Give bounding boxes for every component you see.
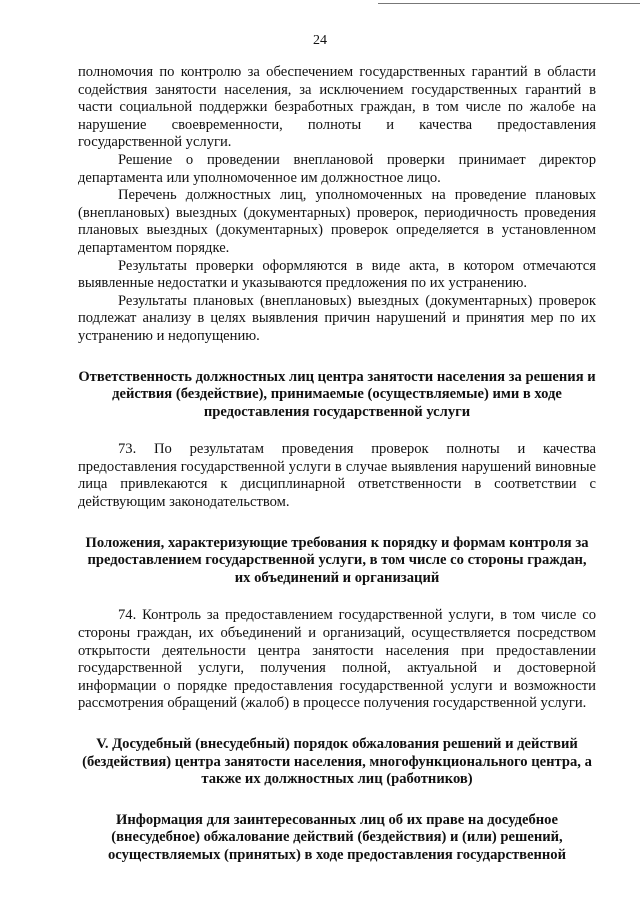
chapter-heading: V. Досудебный (внесудебный) порядок обжалования решений и действий (бездействия) центра занятости населения, многофункционального центра, а также их должностных лиц (работников) — [82, 736, 592, 788]
paragraph: Результаты плановых (внеплановых) выездных (документарных) проверок подлежат анализу в целях выявления причин нарушений и принятия мер по их устранению и недопущению. — [78, 292, 596, 344]
spacer — [78, 421, 596, 441]
spacer — [78, 587, 596, 607]
section-heading: Положения, характеризующие требования к порядку и формам контроля за предоставлением государственной услуги, в том числе со стороны граждан, их объединений и организаций — [85, 534, 589, 586]
paragraph: Решение о проведении внеплановой проверки принимает директор департамента или уполномоченное им должностное лицо. — [78, 151, 596, 186]
spacer — [78, 789, 596, 812]
paragraph: Результаты проверки оформляются в виде акта, в котором отмечаются выявленные недостатки и указываются предложения по их устранению. — [78, 257, 596, 292]
paragraph: Перечень должностных лиц, уполномоченных на проведение плановых (внеплановых) выездных (документарных) проверок, периодичность проведения плановых выездных (документарных) проверок определяется в установленном департаментом порядке. — [78, 187, 596, 256]
paragraph: 73. По результатам проведения проверок полноты и качества предоставления государственной услуги в случае выявления нарушений виновные лица привлекаются к дисциплинарной ответственности в соответствии с действующим законодательством. — [78, 441, 596, 511]
paragraph: 74. Контроль за предоставлением государственной услуги, в том числе со стороны граждан, их объединений и организаций, осуществляется посредством открытости деятельности центра занятости населения при предоставлении государственной услуги, получения полной, актуальной и достоверной информации о порядке предоставления государственной услуги и возможности рассмотрения обращений (жалоб) в процессе получения государственной услуги. — [78, 607, 596, 712]
page-number: 24 — [313, 33, 327, 48]
paragraph: полномочия по контролю за обеспечением государственных гарантий в области содействия занятости населения, за исключением государственных гарантий в части социальной поддержки безработных граждан, в том числе по жалобе на нарушение своевременности, полноты и качества предоставления государственной услуги. — [78, 64, 596, 151]
top-divider — [378, 3, 640, 4]
section-heading: Ответственность должностных лиц центра занятости населения за решения и действия (бездействие), принимаемые (осуществляемые) ими в ходе предоставления государственной услуги — [78, 368, 596, 420]
spacer — [78, 713, 596, 736]
spacer — [78, 346, 596, 369]
section-heading: Информация для заинтересованных лиц об их праве на досудебное (внесудебное) обжалование действий (бездействия) и (или) решений, осуществляемых (принятых) в ходе предоставления государственной — [107, 811, 567, 863]
document-body — [78, 64, 596, 865]
spacer — [78, 512, 596, 535]
